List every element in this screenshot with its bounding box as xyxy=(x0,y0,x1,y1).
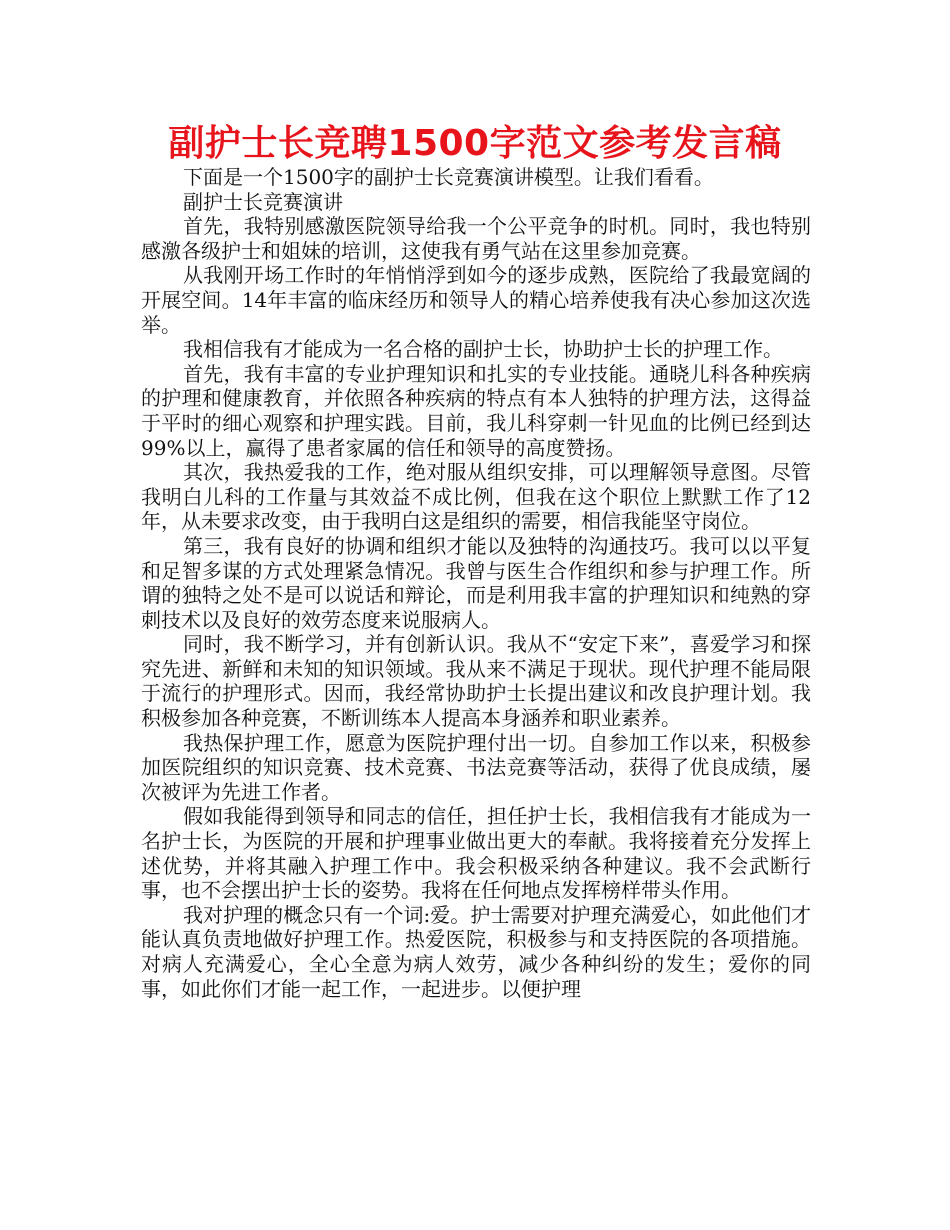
paragraph-belief: 我相信我有才能成为一名合格的副护士长，协助护士长的护理工作。 xyxy=(183,337,783,362)
paragraph-love: 我对护理的概念只有一个词:爱。护士需要对护理充满爱心，如此他们才能认真负责地做好护理工作。热爱医院，积极参与和支持医院的各项措施。对病人充满爱心，全心全意为病人效劳，减少各种纠纷的发生；爱你的同事，如此你们才能一起工作，一起进步。以便护理 xyxy=(141,902,811,1001)
paragraph-second: 其次，我热爱我的工作，绝对服从组织安排，可以理解领导意图。尽管我明白儿科的工作量与其效益不成比例，但我在这个职位上默默工作了12年，从未要求改变，由于我明白这是组织的需要，相信我能坚守岗位。 xyxy=(141,460,811,534)
paragraph-first: 首先，我有丰富的专业护理知识和扎实的专业技能。通晓儿科各种疾病的护理和健康教育，并依照各种疾病的特点有本人独特的护理方法，这得益于平时的细心观察和护理实践。目前，我儿科穿刺一针见血的比例已经到达99%以上，赢得了患者家属的信任和领导的高度赞扬。 xyxy=(141,361,811,460)
paragraph-thanks: 首先，我特别感激医院领导给我一个公平竞争的时机。同时，我也特别感激各级护士和姐妹的培训，这使我有勇气站在这里参加竞赛。 xyxy=(141,214,811,263)
document-title: 副护士长竞聘1500字范文参考发言稿 xyxy=(168,123,782,164)
paragraph-third: 第三，我有良好的协调和组织才能以及独特的沟通技巧。我可以以平复和足智多谋的方式处理紧急情况。我曾与医生合作组织和参与护理工作。所谓的独特之处不是可以说话和辩论，而是利用我丰富的护理知识和纯熟的穿刺技术以及良好的效劳态度来说服病人。 xyxy=(141,533,811,632)
paragraph-heading: 副护士长竞赛演讲 xyxy=(183,189,343,214)
paragraph-intro: 下面是一个1500字的副护士长竞赛演讲模型。让我们看看。 xyxy=(183,165,714,189)
document-body xyxy=(141,165,811,1001)
paragraph-experience: 从我刚开场工作时的年悄悄浮到如今的逐步成熟，医院给了我最宽阔的开展空间。14年丰富的临床经历和领导人的精心培养使我有决心参加这次选举。 xyxy=(141,263,811,337)
paragraph-commitment: 假如我能得到领导和同志的信任，担任护士长，我相信我有才能成为一名护士长，为医院的开展和护理事业做出更大的奉献。我将接着充分发挥上述优势，并将其融入护理工作中。我会积极采纳各种建议。我不会武断行事，也不会摆出护士长的姿势。我将在任何地点发挥榜样带头作用。 xyxy=(141,804,811,903)
paragraph-dedication: 我热保护理工作，愿意为医院护理付出一切。自参加工作以来，积极参加医院组织的知识竞赛、技术竞赛、书法竞赛等活动，获得了优良成绩，屡次被评为先进工作者。 xyxy=(141,730,811,804)
paragraph-learning: 同时，我不断学习，并有创新认识。我从不“安定下来”，喜爱学习和探究先进、新鲜和未知的知识领域。我从来不满足于现状。现代护理不能局限于流行的护理形式。因而，我经常协助护士长提出建议和改良护理计划。我积极参加各种竞赛，不断训练本人提高本身涵养和职业素养。 xyxy=(141,632,811,731)
